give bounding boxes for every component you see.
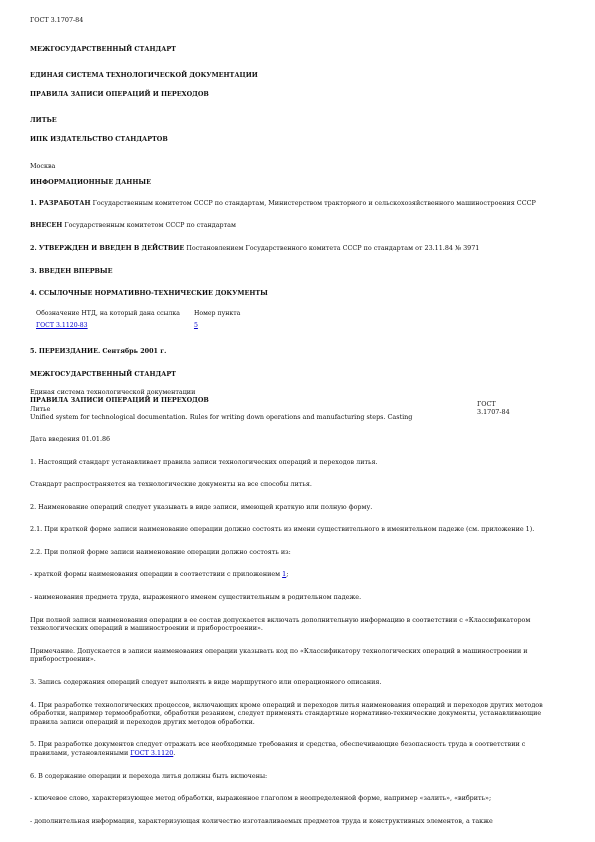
clause-2-2-c: При полной записи наименования операции в ее состав допускается включать дополнительную информацию в соответствии с «Классификатором технологических операций в машиностроении и приборостроении».: [30, 615, 531, 633]
standard-system: Единая система технологической документации: [30, 388, 196, 397]
clause-2-2: 2.2. При полной форме записи наименование операции должно состоять из:: [30, 547, 291, 556]
info-p1-label: 1. РАЗРАБОТАН: [30, 198, 91, 207]
clause-2-2-a-text: - краткой формы наименования операции в соответствии с приложением: [30, 570, 283, 579]
info-vnesen-label: ВНЕСЕН: [30, 221, 63, 230]
intro-date: Дата введения 01.01.86: [30, 434, 111, 443]
info-p2-text: Постановлением Государственного комитета СССР по стандартам от 23.11.84 № 3971: [184, 243, 480, 252]
clause-3: 3. Запись содержания операций следует выполнять в виде маршрутного или операционного описания.: [30, 678, 382, 687]
references-header-cell: Номер пункта: [193, 309, 241, 317]
standard-gost-box: [477, 400, 557, 421]
standard-subtitle: Литье: [30, 404, 51, 413]
standard-title-block: [30, 388, 557, 421]
references-row: [34, 322, 250, 333]
standard-interstate: МЕЖГОСУДАРСТВЕННЫЙ СТАНДАРТ: [30, 369, 176, 378]
references-header-row: [34, 310, 250, 321]
info-p3: 3. ВВЕДЕН ВПЕРВЫЕ: [30, 266, 113, 275]
gost-number: 3.1707-84: [477, 408, 510, 417]
clause-5-end: .: [173, 749, 176, 757]
interstate-heading: МЕЖГОСУДАРСТВЕННЫЙ СТАНДАРТ: [30, 44, 176, 53]
note: Примечание. Допускается в записи наименования операции указывать код по «Классификатору технологических операций в машиностроении и приборостроении».: [30, 646, 528, 664]
clause-6-a: - ключевое слово, характеризующее метод обработки, выраженное глаголом в неопределенной форме, например «залить», «вибрить»;: [30, 794, 492, 803]
clause-2-2-b: - наименования предмета труда, выраженного именем существительным в родительном падеже.: [30, 593, 362, 602]
system-heading: ЕДИНАЯ СИСТЕМА ТЕХНОЛОГИЧЕСКОЙ ДОКУМЕНТАЦИИ: [30, 71, 258, 80]
clause-2-1: 2.1. При краткой форме записи наименование операции должно состоять из имени существительного в именительном падеже (см. приложение 1).: [30, 525, 535, 534]
subtitle-heading: ЛИТЬЕ: [30, 116, 57, 125]
gost-3-1120-link[interactable]: ГОСТ 3.1120: [130, 749, 174, 757]
doc-number: ГОСТ 3.1707-84: [30, 16, 84, 24]
info-heading: ИНФОРМАЦИОННЫЕ ДАННЫЕ: [30, 178, 151, 187]
references-table: [32, 308, 252, 335]
references-header-cell: Обозначение НТД, на который дана ссылка: [36, 309, 180, 317]
references-cell: [192, 322, 250, 333]
reference-link-gost[interactable]: ГОСТ 3.1120-83: [36, 322, 88, 330]
clause-6: 6. В содержание операции и перехода литья должны быть включены:: [30, 771, 268, 780]
info-p1: [30, 199, 557, 208]
clause-4: 4. При разработке технологических процессов, включающих кроме операций и переходов литья наименования операций и переходов других методов обработки, например термообработки, обработки резанием, следует применять стандартные нормативно-технические документы, устанавливающие правила записи операций и переходов других методов обработки.: [30, 700, 543, 726]
clause-2-2-a: [30, 570, 557, 579]
clause-1b: Стандарт распространяется на технологические документы на все способы литья.: [30, 480, 312, 489]
appendix-link[interactable]: 1: [282, 570, 287, 579]
info-vnesen: [30, 221, 557, 230]
clause-2: 2. Наименование операций следует указывать в виде записи, имеющей краткую или полную форму.: [30, 502, 373, 511]
clause-5-text: 5. При разработке документов следует отражать все необходимые требования и средства, обеспечивающие безопасность труда в соответствии с правилами, установленными: [30, 740, 526, 757]
info-p4: 4. ССЫЛОЧНЫЕ НОРМАТИВНО-ТЕХНИЧЕСКИЕ ДОКУМЕНТЫ: [30, 289, 268, 298]
references-cell: [34, 322, 190, 333]
info-p5: 5. ПЕРЕИЗДАНИЕ. Сентябрь 2001 г.: [30, 346, 167, 355]
standard-title: ПРАВИЛА ЗАПИСИ ОПЕРАЦИЙ И ПЕРЕХОДОВ: [30, 396, 209, 405]
clause-5: [30, 740, 557, 757]
info-vnesen-text: Государственным комитетом СССР по стандартам: [62, 221, 236, 230]
publisher-heading: ИПК ИЗДАТЕЛЬСТВО СТАНДАРТОВ: [30, 134, 168, 143]
clause-6-b: - дополнительная информация, характеризующая количество изготавливаемых предметов труда и конструктивных элементов, а также: [30, 816, 493, 825]
gost-label: ГОСТ: [477, 400, 496, 409]
info-p2: [30, 244, 557, 253]
title-heading: ПРАВИЛА ЗАПИСИ ОПЕРАЦИЙ И ПЕРЕХОДОВ: [30, 89, 209, 98]
reference-link-clause[interactable]: 5: [193, 322, 198, 330]
standard-english-title: Unified system for technological documentation. Rules for writing down operations and manufacturing steps. Casting: [30, 412, 413, 421]
clause-2-2-a-end: ;: [286, 570, 289, 579]
clause-1: 1. Настоящий стандарт устанавливает правила записи технологических операций и переходов литья.: [30, 457, 378, 466]
standard-title-left: [30, 388, 430, 421]
city: Москва: [30, 161, 56, 170]
info-p1-text: Государственным комитетом СССР по стандартам, Министерством тракторного и сельскохозяйственного машиностроения СССР: [90, 198, 536, 207]
info-p2-label: 2. УТВЕРЖДЕН И ВВЕДЕН В ДЕЙСТВИЕ: [30, 243, 185, 252]
